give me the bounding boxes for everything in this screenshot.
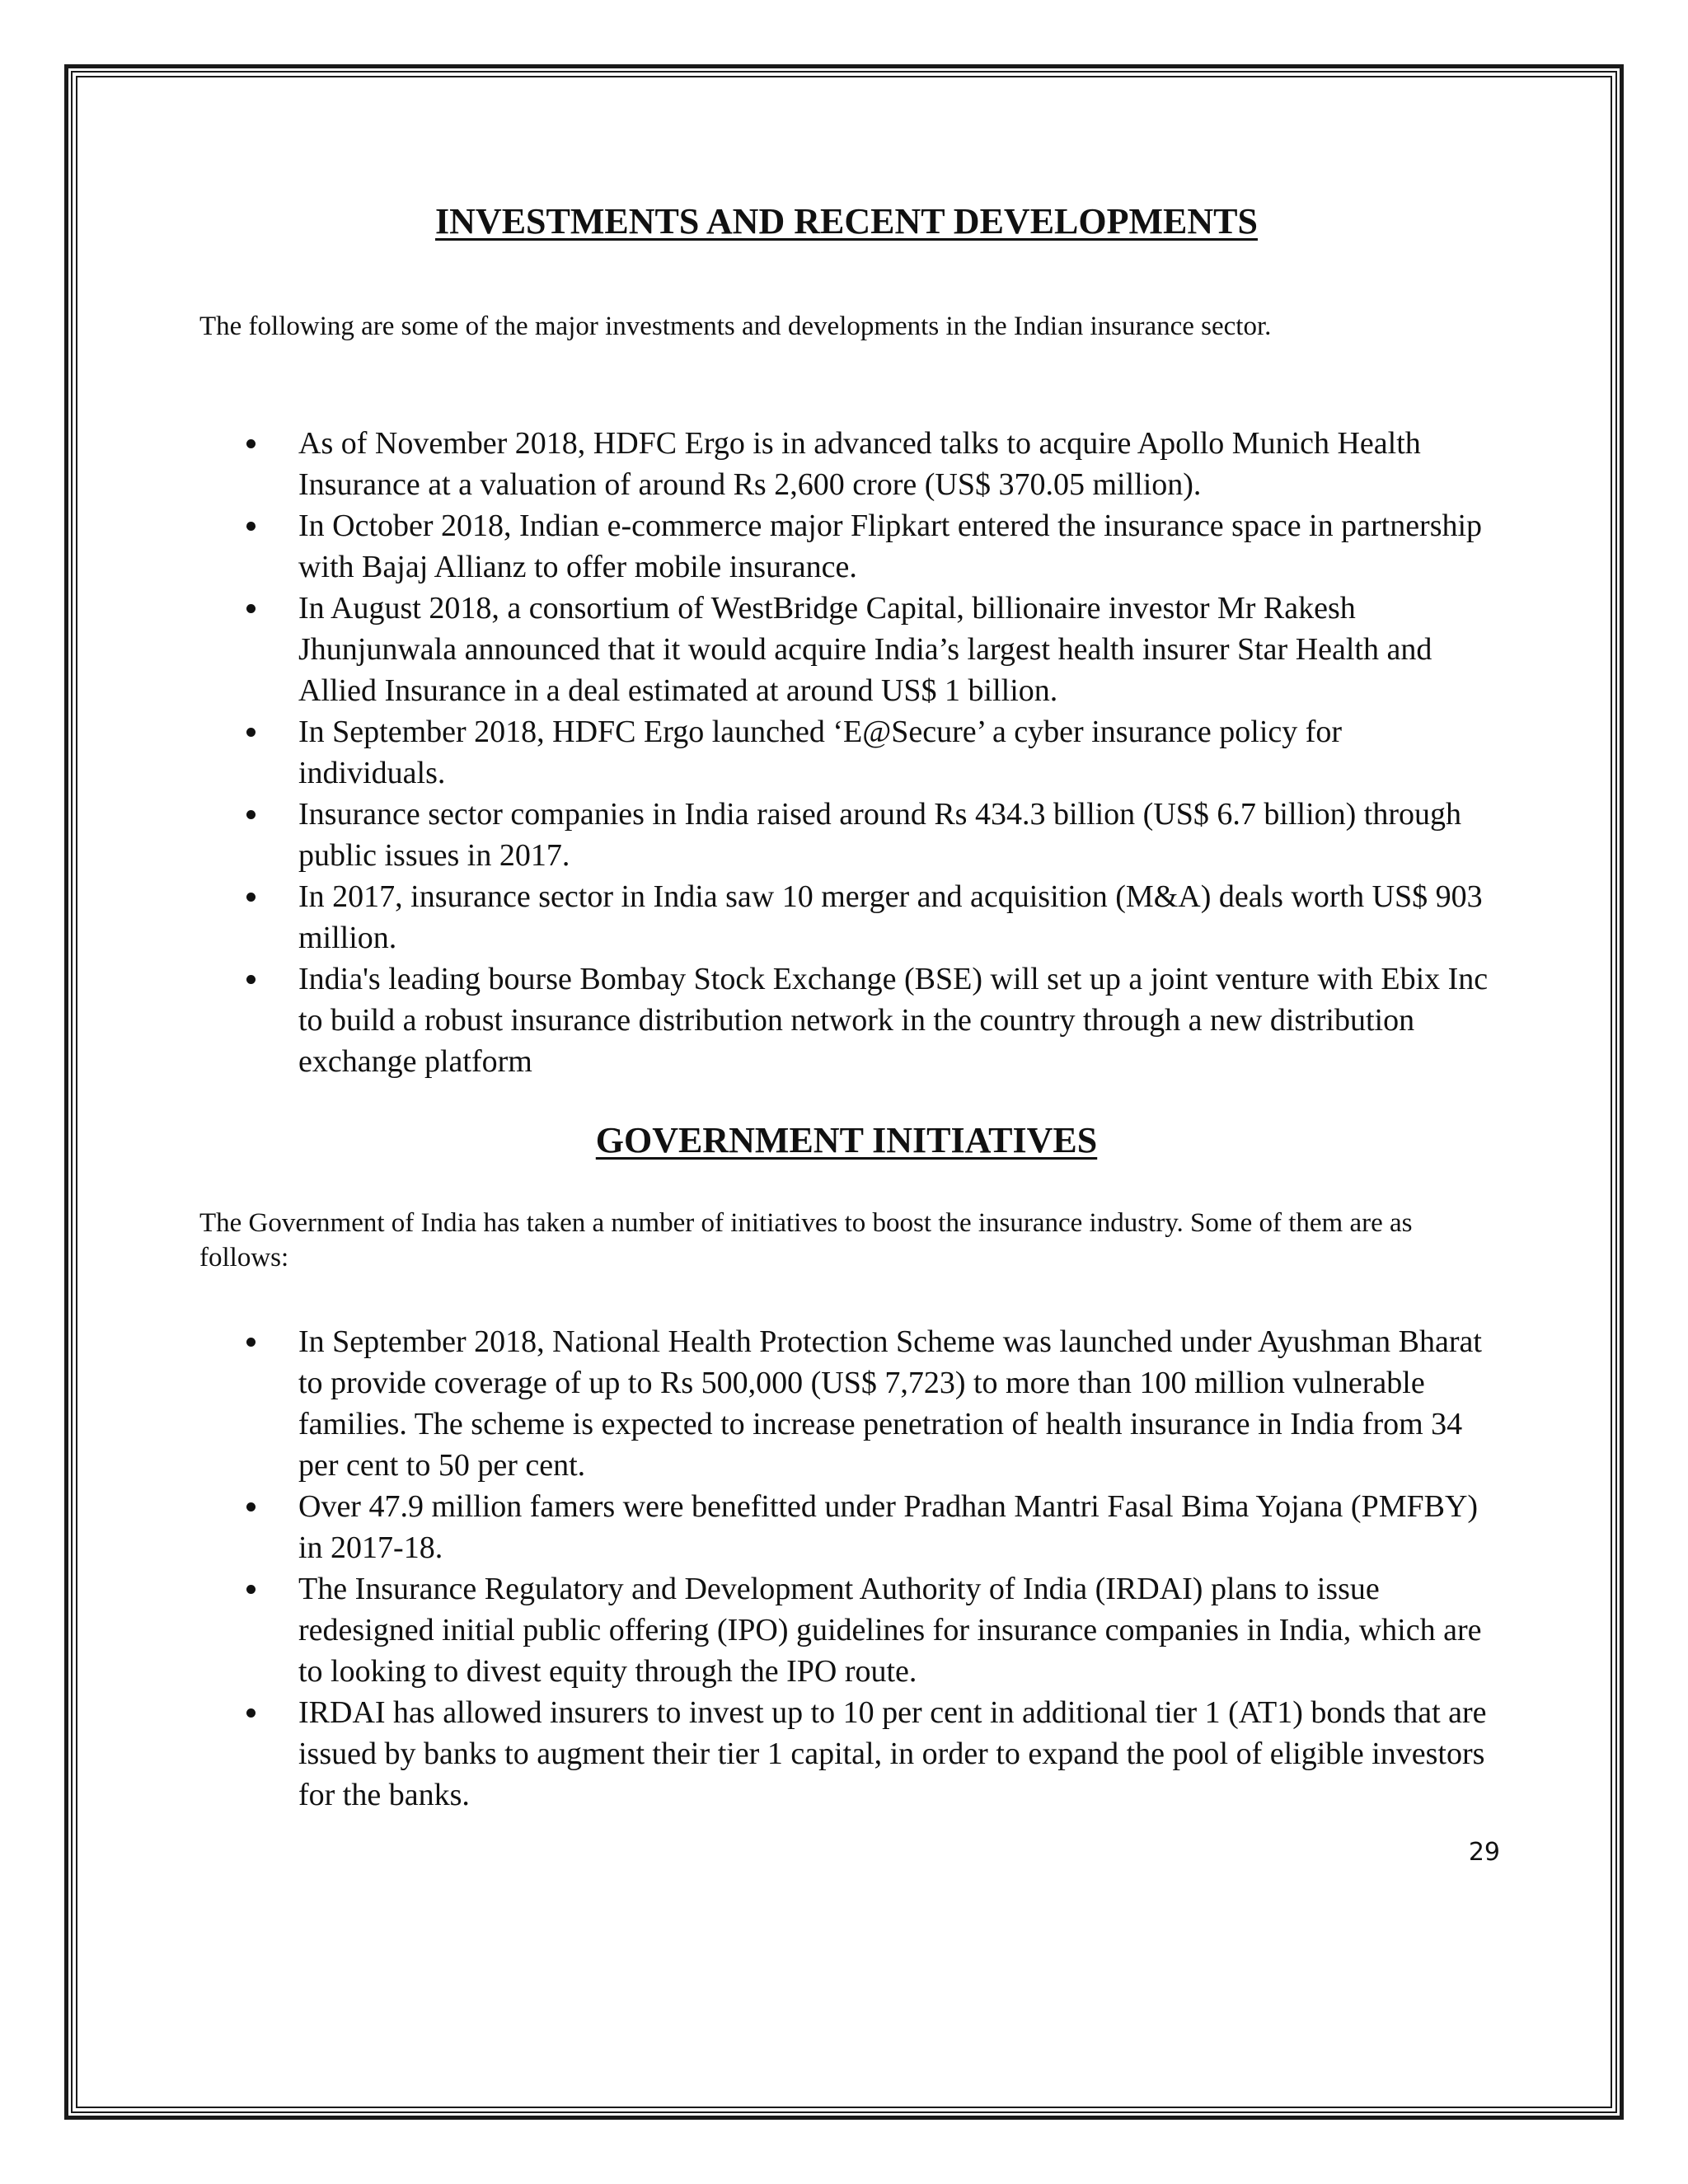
list-item: In October 2018, Indian e-commerce major Flipkart entered the insurance space in partnership with Bajaj Allianz to offer mobile insurance. [199,505,1493,588]
list-item: As of November 2018, HDFC Ergo is in advanced talks to acquire Apollo Munich Health Insurance at a valuation of around Rs 2,600 crore (US$ 370.05 million). [199,423,1493,505]
bullet-icon [246,522,256,531]
list-item: In August 2018, a consortium of WestBridge Capital, billionaire investor Mr Rakesh Jhunjunwala announced that it would acquire India’s largest health insurer Star Health and Allied Insurance in a deal estimated at around US$ 1 billion. [199,588,1493,711]
list-item: In September 2018, HDFC Ergo launched ‘E@Secure’ a cyber insurance policy for individuals. [199,711,1493,794]
list-item: Over 47.9 million famers were benefitted under Pradhan Mantri Fasal Bima Yojana (PMFBY) in 2017-18. [199,1486,1493,1568]
list-item: IRDAI has allowed insurers to invest up to 10 per cent in additional tier 1 (AT1) bonds that are issued by banks to augment their tier 1 capital, in order to expand the pool of eligible investors for the banks. [199,1692,1493,1816]
bullet-icon [246,810,256,819]
list-item: In 2017, insurance sector in India saw 10 merger and acquisition (M&A) deals worth US$ 903 million. [199,876,1493,958]
list-item: In September 2018, National Health Protection Scheme was launched under Ayushman Bharat to provide coverage of up to Rs 500,000 (US$ 7,723) to more than 100 million vulnerable families. The scheme is expected to increase penetration of health insurance in India from 34 per cent to 50 per cent. [199,1321,1493,1486]
bullet-icon [246,975,256,984]
list-item: Insurance sector companies in India raised around Rs 434.3 billion (US$ 6.7 billion) through public issues in 2017. [199,794,1493,876]
list-item: India's leading bourse Bombay Stock Exchange (BSE) will set up a joint venture with Ebix Inc to build a robust insurance distribution network in the country through a new distribution exchange platform [199,958,1493,1082]
list-item: The Insurance Regulatory and Development Authority of India (IRDAI) plans to issue redesigned initial public offering (IPO) guidelines for insurance companies in India, which are to looking to divest equity through the IPO route. [199,1568,1493,1692]
bullet-icon [246,1585,256,1594]
investments-list [199,423,1493,1082]
bullet-icon [246,893,256,902]
section-heading-government: GOVERNMENT INITIATIVES [595,1120,1098,1160]
section-intro-government: The Government of India has taken a number of initiatives to boost the insurance industry. Some of them are as follows: [199,1208,1413,1272]
bullet-icon [246,1708,256,1718]
section-heading-investments: INVESTMENTS AND RECENT DEVELOPMENTS [435,201,1258,241]
bullet-icon [246,439,256,448]
bullet-icon [246,604,256,613]
government-list [199,1321,1493,1816]
bullet-icon [246,1338,256,1347]
page-number: 29 [1468,1838,1500,1867]
bullet-icon [246,728,256,737]
bullet-icon [246,1502,256,1511]
section-intro-investments: The following are some of the major investments and developments in the Indian insurance sector. [199,312,1272,341]
